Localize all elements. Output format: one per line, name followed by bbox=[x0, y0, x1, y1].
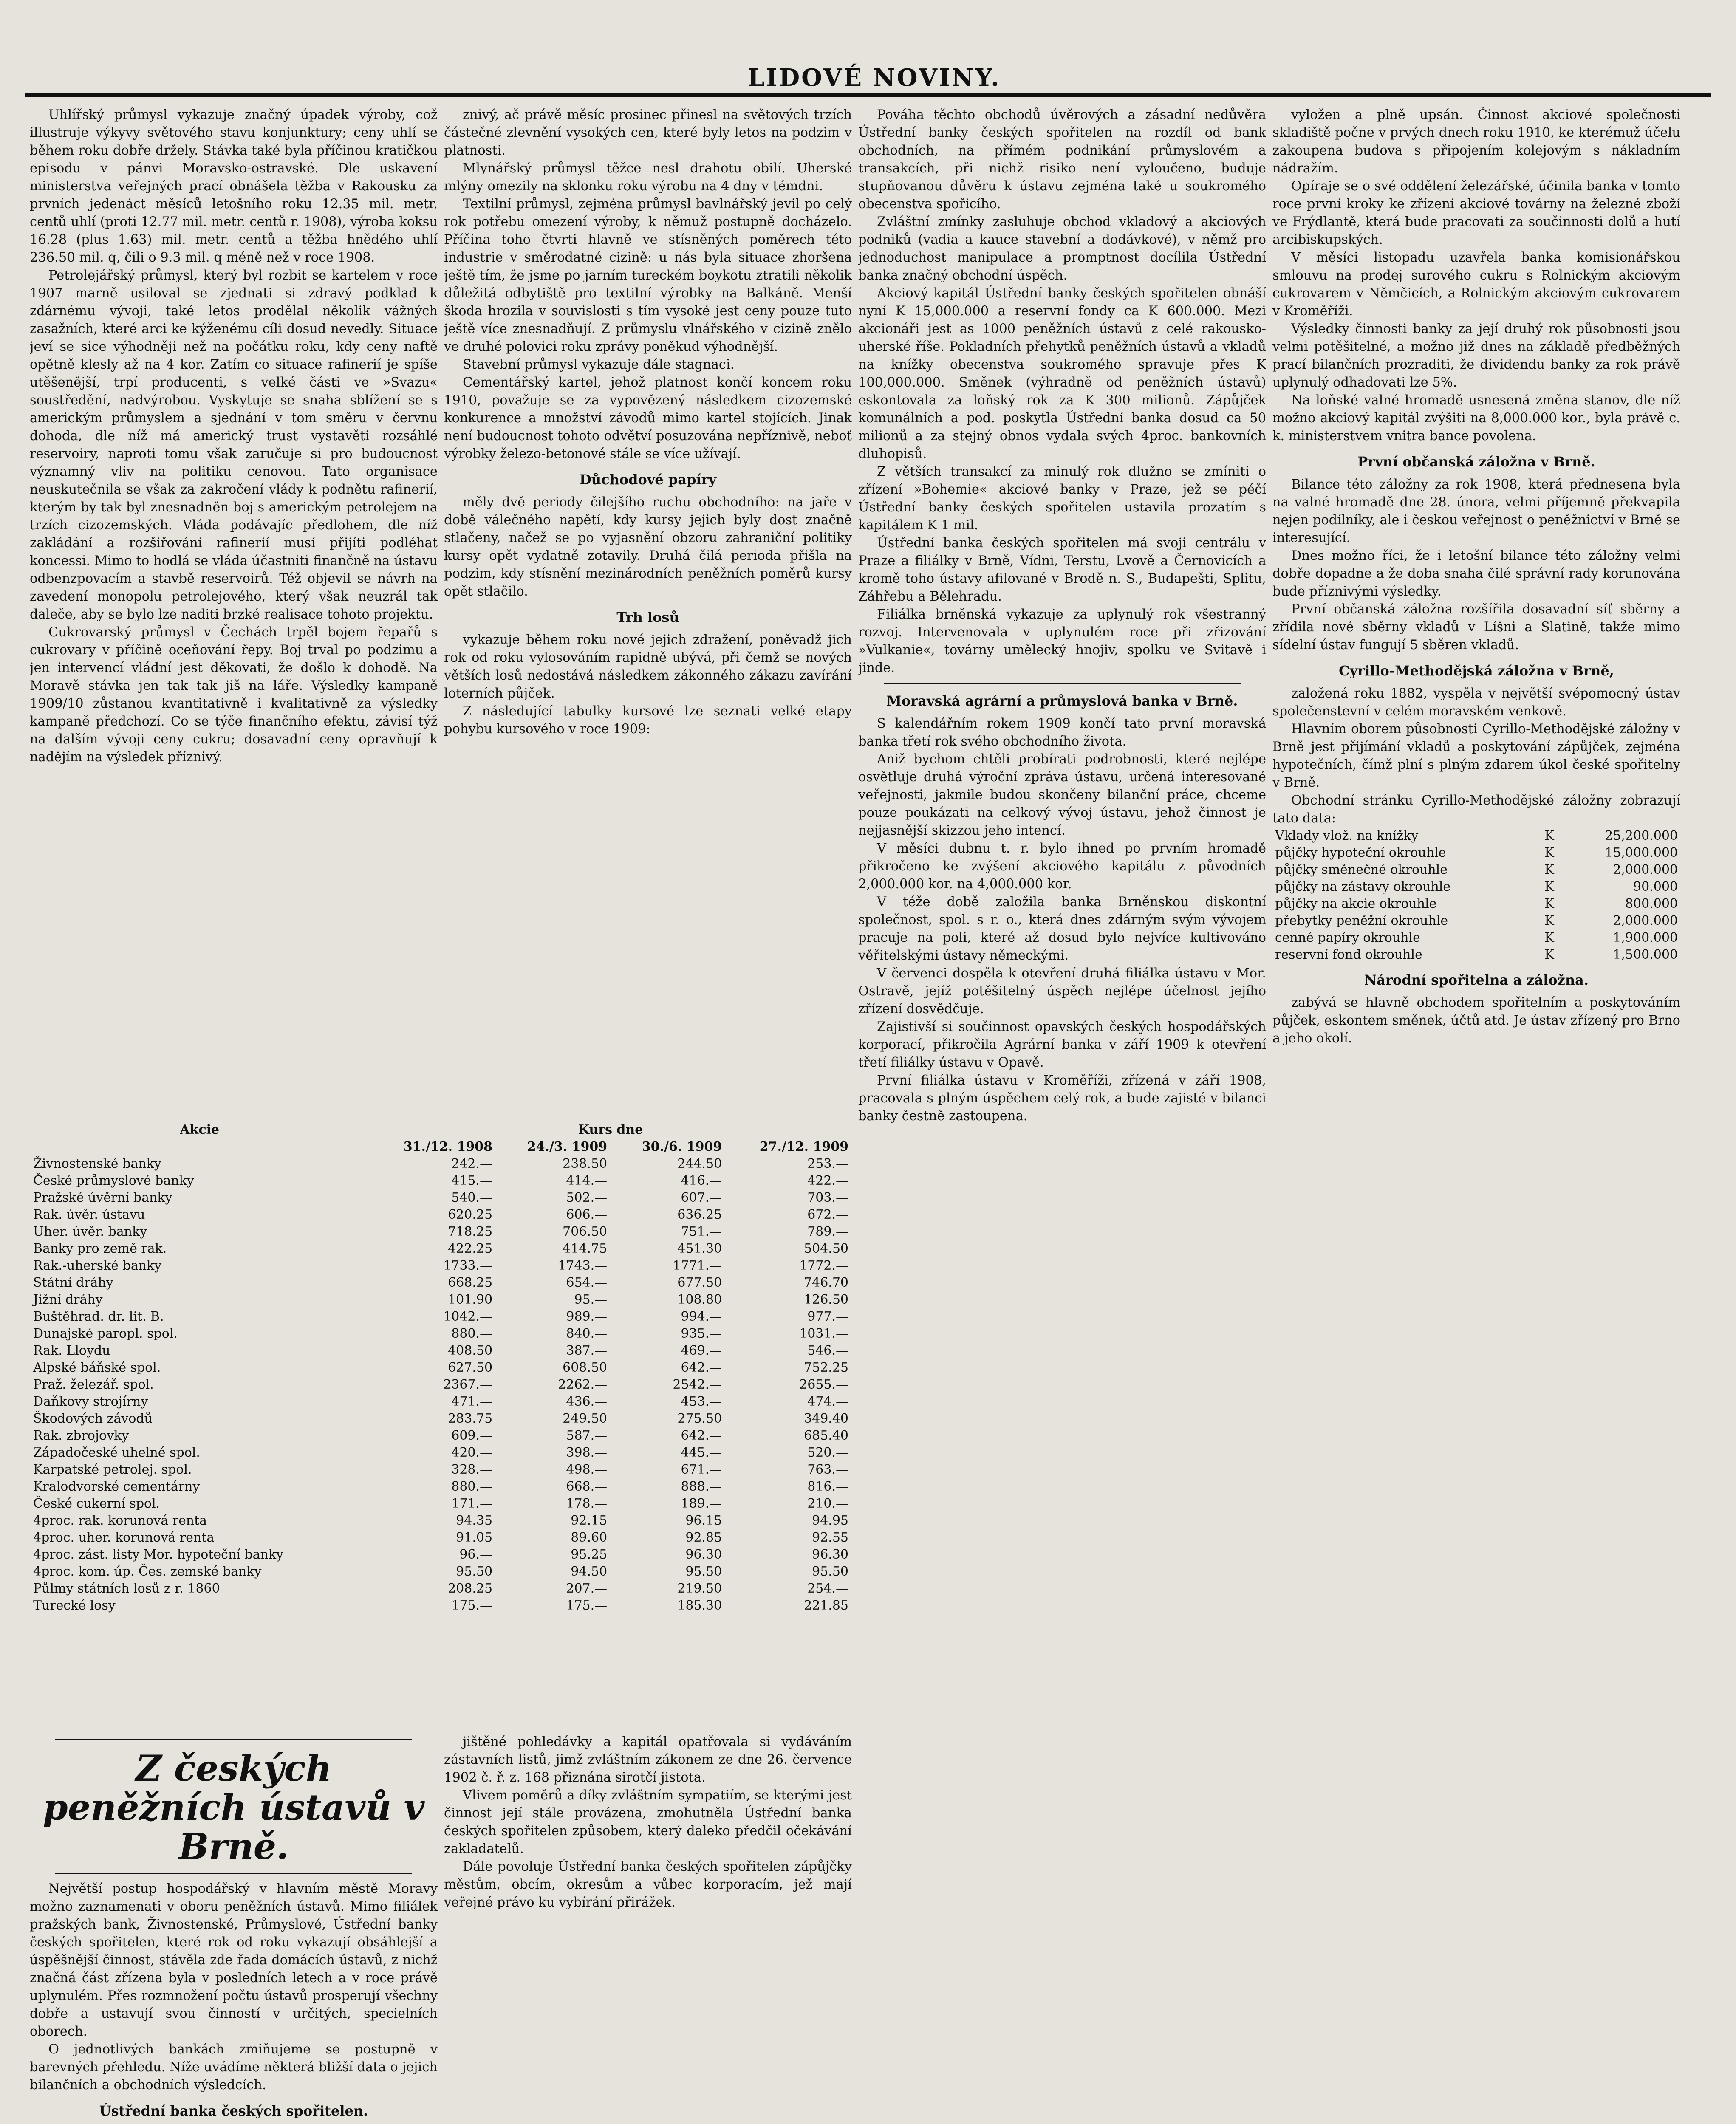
table-row bbox=[30, 1461, 852, 1478]
ledger-currency: K bbox=[1544, 913, 1554, 928]
article-paragraph: Uhlířský průmysl vykazuje značný úpadek výroby, což illustruje výkyvy světového stavu konjunktury; ceny uhlí se během roku dobře držely. Stávka také byla příčinou kratičkou episodu v pánvi Moravsko-ostravské. Dle uskavení ministerstva veřejných prací obnášela těžba v Rakousku za prvních jedenáct měsíců letošního roku 12.35 mil. metr. centů uhlí (proti 12.77 mil. metr. centů r. 1908), výroba koksu 16.28 (plus 1.63) mil. metr. centů a těžba hnědého uhlí 236.50 mil. q, čili o 9.3 mil. q méně než v roce 1908. bbox=[30, 107, 438, 265]
ledger-value: 2,000.000 bbox=[1613, 862, 1678, 877]
stock-value: 504.50 bbox=[804, 1241, 848, 1256]
article-paragraph: jištěné pohledávky a kapitál opatřovala si vydáváním zástavních listů, jimž zvláštním zákonem ze dne 26. července 1902 č. ř. z. 168 přiznána sirotčí jistota. bbox=[444, 1734, 852, 1785]
stock-value: 219.50 bbox=[677, 1581, 722, 1596]
article-paragraph: Aniž bychom chtěli probírati podrobnosti, které nejlépe osvětluje druhá výroční zpráva ústavu, určená interesované veřejnosti, jakmile budou skončeny bilanční práce, chceme pouze poukázati na celkový vývoj ústavu, jehož činnost je nejjasnější skizzou jeho intencí. bbox=[858, 752, 1266, 838]
section-heading: Moravská agrární a průmyslová banka v Brně. bbox=[886, 693, 1238, 709]
stock-name: Daňkovy strojírny bbox=[33, 1394, 148, 1409]
ledger-currency: K bbox=[1544, 896, 1554, 911]
stock-value: 816.— bbox=[807, 1479, 848, 1494]
stock-value: 677.50 bbox=[677, 1275, 722, 1290]
table-row bbox=[1272, 828, 1680, 845]
stock-head-name: Akcie bbox=[180, 1122, 220, 1137]
stock-value: 283.75 bbox=[448, 1411, 493, 1426]
table-row bbox=[30, 1495, 852, 1512]
stock-value: 2367.— bbox=[443, 1377, 493, 1392]
stock-value: 706.50 bbox=[563, 1224, 608, 1239]
section-heading: První občanská záložna v Brně. bbox=[1357, 454, 1595, 470]
article-paragraph: Pováha těchto obchodů úvěrových a zásadní nedůvěra Ústřední banky českých spořitelen na rozdíl od bank obchodních, na přímém podnikání průmyslovém a transakcích, při nichž risiko není vyloučeno, buduje stupňovanou důvěru k ústavu zejména také u soukromého obecenstva spořicího. bbox=[858, 107, 1266, 212]
stock-value: 414.75 bbox=[563, 1241, 608, 1256]
article-paragraph: zabývá se hlavně obchodem spořitelním a poskytováním půjček, eskontem směnek, účtů atd. Je ústav zřízený pro Brno a jeho okolí. bbox=[1272, 995, 1680, 1046]
stock-value: 349.40 bbox=[804, 1411, 848, 1426]
stock-name: Jižní dráhy bbox=[33, 1292, 103, 1307]
stock-value: 95.50 bbox=[685, 1564, 722, 1579]
table-row bbox=[30, 1478, 852, 1495]
stock-value: 95.25 bbox=[571, 1547, 608, 1562]
stock-value: 2542.— bbox=[673, 1377, 722, 1392]
stock-value: 989.— bbox=[566, 1309, 608, 1324]
column-1-lower bbox=[30, 1733, 438, 2124]
stock-value: 469.— bbox=[681, 1343, 722, 1358]
stock-name: Pražské úvěrní banky bbox=[33, 1190, 172, 1205]
stock-value: 608.50 bbox=[563, 1360, 608, 1375]
article-paragraph: znivý, ač právě měsíc prosinec přinesl na světových trzích částečné zlevnění vysokých cen, které byly letos na podzim v platnosti. bbox=[444, 107, 852, 158]
column-2 bbox=[444, 106, 852, 1113]
stock-value: 703.— bbox=[807, 1190, 848, 1205]
article-paragraph: Mlynářský průmysl těžce nesl drahotu obilí. Uherské mlýny omezily na sklonku roku výrobu na 4 dny v témdni. bbox=[444, 161, 852, 194]
ledger-value: 1,500.000 bbox=[1613, 947, 1678, 962]
stock-value: 763.— bbox=[807, 1462, 848, 1477]
stock-name: Státní dráhy bbox=[33, 1275, 113, 1290]
table-row bbox=[30, 1393, 852, 1410]
table-row bbox=[30, 1597, 852, 1614]
table-row bbox=[1272, 878, 1680, 895]
article-paragraph: Textilní průmysl, zejména průmysl bavlnářský jevil po celý rok potřebu omezení výroby, k němuž postupně docházelo. Příčina toho čtvrti hlavně ve stísněných poměrech této industrie v směrodatné cizině: u nás byla situace zhoršena ještě tím, že jsme po jarním tureckém boykotu ztratili několik důležitá odbytiště pro textilní výrobky na Balkáně. Menší škoda hrozila v souvislosti s tím vysoké jest ceny pouze tuto ještě více znesnadňují. Z průmyslu vlnářského v cizině znělo ve druhé polovici roku zprávy poněkud výhodnější. bbox=[444, 197, 852, 354]
article-paragraph: První filiálka ústavu v Kroměříži, zřízená v září 1908, pracovala s plným úspěchem celý rok, a bude zajisté v bilanci banky čestně zastoupena. bbox=[858, 1073, 1266, 1124]
article-paragraph: V měsíci listopadu uzavřela banka komisionářskou smlouvu na prodej surového cukru s Rolnickým akciovým cukrovarem v Němčicích, a Rolnickým akciovým cukrovarem v Kroměříži. bbox=[1272, 250, 1680, 319]
stock-value: 636.25 bbox=[677, 1207, 722, 1222]
stock-value: 208.25 bbox=[448, 1581, 493, 1596]
ledger-label: reservní fond okrouhle bbox=[1275, 947, 1422, 962]
article-paragraph: Dnes možno říci, že i letošní bilance této záložny velmi dobře dopadne a že doba snaha čilé správní rady korunována bude příznivými výsledky. bbox=[1272, 548, 1680, 599]
stock-value: 436.— bbox=[566, 1394, 608, 1409]
stock-value: 498.— bbox=[566, 1462, 608, 1477]
stock-name: Škodových závodů bbox=[33, 1411, 153, 1426]
ledger-currency: K bbox=[1544, 845, 1554, 860]
newspaper-title: LIDOVÉ NOVINY. bbox=[748, 64, 1001, 92]
stock-name: 4proc. rak. korunová renta bbox=[33, 1513, 207, 1528]
stock-value: 546.— bbox=[807, 1343, 848, 1358]
article-paragraph: Stavební průmysl vykazuje dále stagnaci. bbox=[463, 357, 735, 372]
stock-value: 1772.— bbox=[799, 1258, 848, 1273]
stock-value: 254.— bbox=[807, 1581, 848, 1596]
stock-value: 275.50 bbox=[677, 1411, 722, 1426]
section-heading: Národní spořitelna a záložna. bbox=[1364, 972, 1589, 988]
stock-value: 520.— bbox=[807, 1445, 848, 1460]
stock-value: 210.— bbox=[807, 1496, 848, 1511]
stock-name: Dunajské paropl. spol. bbox=[33, 1326, 178, 1341]
stock-value: 609.— bbox=[451, 1428, 493, 1443]
stock-value: 398.— bbox=[566, 1445, 608, 1460]
stock-value: 642.— bbox=[681, 1428, 722, 1443]
article-paragraph: Na loňské valné hromadě usnesená změna stanov, dle níž možno akciový kapitál zvýšiti na 8,000.000 kor., byla právě c. k. ministerstvem vnitra bance povolena. bbox=[1272, 393, 1680, 443]
stock-value: 175.— bbox=[566, 1598, 608, 1613]
stock-table bbox=[30, 1121, 852, 1614]
stock-value: 620.25 bbox=[448, 1207, 493, 1222]
masthead bbox=[25, 64, 1711, 97]
article-paragraph: Filiálka brněnská vykazuje za uplynulý rok všestranný rozvoj. Intervenovala v uplynulém roce při zřizování »Vulkanie«, továrny umělecký hnojiv, spolku ve Svitavě i jinde. bbox=[858, 607, 1266, 675]
stock-value: 92.55 bbox=[812, 1530, 848, 1545]
article-paragraph: založená roku 1882, vyspěla v největší svépomocný ústav společenstevní v celém moravském venkově. bbox=[1272, 686, 1680, 719]
table-row bbox=[30, 1580, 852, 1597]
ledger-label: půjčky na zástavy okrouhle bbox=[1275, 879, 1451, 894]
article-paragraph: Zajistivší si součinnost opavských českých hospodářských korporací, přikročila Agrární banka v září 1909 k otevření třetí filiálky ústavu v Opavě. bbox=[858, 1020, 1266, 1070]
table-row bbox=[30, 1172, 852, 1189]
column-2-lower bbox=[444, 1733, 852, 2124]
stock-value: 540.— bbox=[451, 1190, 493, 1205]
stock-value: 606.— bbox=[566, 1207, 608, 1222]
stock-value: 453.— bbox=[681, 1394, 722, 1409]
stock-name: Rak. Lloydu bbox=[33, 1343, 110, 1358]
stock-value: 244.50 bbox=[677, 1156, 722, 1171]
table-row bbox=[30, 1206, 852, 1223]
stock-value: 249.50 bbox=[563, 1411, 608, 1426]
stock-value: 420.— bbox=[451, 1445, 493, 1460]
stock-value: 789.— bbox=[807, 1224, 848, 1239]
table-row bbox=[30, 1325, 852, 1342]
table-row bbox=[30, 1376, 852, 1393]
table-row bbox=[30, 1189, 852, 1206]
table-row bbox=[30, 1291, 852, 1308]
stock-value: 96.— bbox=[459, 1547, 493, 1562]
article-paragraph: O jednotlivých bankách zmiňujeme se postupně v barevných přehledu. Níže uvádíme některá bližší data o jejich bilančních a obchodních výsledcích. bbox=[30, 2042, 438, 2093]
stock-value: 502.— bbox=[566, 1190, 608, 1205]
stock-name: Živnostenské banky bbox=[33, 1156, 161, 1171]
stock-value: 94.35 bbox=[456, 1513, 493, 1528]
stock-value: 888.— bbox=[681, 1479, 722, 1494]
stock-name: 4proc. zást. listy Mor. hypoteční banky bbox=[33, 1547, 283, 1562]
table-row bbox=[30, 1359, 852, 1376]
stock-value: 95.50 bbox=[456, 1564, 493, 1579]
ledger-value: 15,000.000 bbox=[1605, 845, 1678, 860]
article-paragraph: Zvláštní zmínky zasluhuje obchod vkladový a akciových podniků (vadia a kauce stavební a dodávkové), v němž pro jednoduchost manipulace a promptnost docílila Ústřední banka značný obchodní úspěch. bbox=[858, 215, 1266, 283]
stock-value: 95.50 bbox=[812, 1564, 848, 1579]
table-row bbox=[1272, 946, 1680, 963]
section-heading: Důchodové papíry bbox=[579, 472, 716, 488]
stock-value: 408.50 bbox=[448, 1343, 493, 1358]
stock-value: 416.— bbox=[681, 1173, 722, 1188]
headline: Z českých peněžních ústavů v Brně. bbox=[42, 1747, 425, 1867]
stock-value: 451.30 bbox=[677, 1241, 722, 1256]
stock-name: České cukerní spol. bbox=[33, 1496, 160, 1511]
stock-value: 221.85 bbox=[804, 1598, 848, 1613]
stock-value: 746.70 bbox=[804, 1275, 848, 1290]
stock-value: 415.— bbox=[451, 1173, 493, 1188]
stock-value: 101.90 bbox=[448, 1292, 493, 1307]
stock-name: Západočeské uhelné spol. bbox=[33, 1445, 200, 1460]
stock-value: 91.05 bbox=[456, 1530, 493, 1545]
stock-value: 718.25 bbox=[448, 1224, 493, 1239]
ledger-value: 800.000 bbox=[1625, 896, 1678, 911]
stock-name: Praž. železář. spol. bbox=[33, 1377, 154, 1392]
table-row bbox=[1272, 845, 1680, 861]
table-row bbox=[1272, 912, 1680, 929]
ledger-currency: K bbox=[1544, 828, 1554, 843]
ledger-label: Vklady vlož. na knížky bbox=[1275, 828, 1419, 843]
stock-value: 685.40 bbox=[804, 1428, 848, 1443]
article-paragraph: Cementářský kartel, jehož platnost končí koncem roku 1910, považuje se za vypovězený následkem cizozemské konkurence a množství závodů mimo kartel stojících. Jinak není budoucnost tohoto odvětví posuzována nepříznivě, neboť výrobky železo-betonové stále se více užívají. bbox=[444, 375, 852, 461]
stock-value: 189.— bbox=[681, 1496, 722, 1511]
stock-value: 175.— bbox=[451, 1598, 493, 1613]
stock-name: Kralodvorské cementárny bbox=[33, 1479, 200, 1494]
stock-value: 445.— bbox=[681, 1445, 722, 1460]
table-row bbox=[1272, 895, 1680, 912]
stock-value: 1031.— bbox=[799, 1326, 848, 1341]
stock-head-kurs: Kurs dne bbox=[578, 1122, 643, 1137]
ledger-label: cenné papíry okrouhle bbox=[1275, 930, 1420, 945]
date-header: 30./6. 1909 bbox=[642, 1139, 722, 1154]
ledger-label: půjčky na akcie okrouhle bbox=[1275, 896, 1437, 911]
article-paragraph: První občanská záložna rozšířila dosavadní síť sběrny a zřídila nové sběrny vkladů v Líšni a Slatině, takže mimo sídelní ústav fungují 5 sběren vkladů. bbox=[1272, 602, 1680, 652]
table-row bbox=[30, 1257, 852, 1274]
article-paragraph: vykazuje během roku nové jejich zdražení, poněvadž jich rok od roku vylosováním rapidně ubývá, při čemž se nových větších losů nedostává následkem zákonného zákazu zavírání loterních půjček. bbox=[444, 633, 852, 701]
column-3 bbox=[858, 106, 1266, 2124]
stock-name: Buštěhrad. dr. lit. B. bbox=[33, 1309, 164, 1324]
stock-value: 238.50 bbox=[563, 1156, 608, 1171]
article-paragraph: Výsledky činnosti banky za její druhý rok působnosti jsou velmi potěšitelné, a možno již dnes na základě předběžných prací bilančních prozraditi, že dividendu banky za rok právě uplynulý odhadovati lze 5%. bbox=[1272, 322, 1680, 390]
ledger-label: půjčky směnečné okrouhle bbox=[1275, 862, 1448, 877]
article-paragraph: Obchodní stránku Cyrillo-Methodějské záložny zobrazují tato data: bbox=[1272, 793, 1680, 826]
ledger-table bbox=[1272, 828, 1680, 963]
stock-value: 96.30 bbox=[812, 1547, 848, 1562]
stock-name: Banky pro země rak. bbox=[33, 1241, 167, 1256]
stock-value: 671.— bbox=[681, 1462, 722, 1477]
stock-value: 752.25 bbox=[804, 1360, 848, 1375]
section-heading: Trh losů bbox=[616, 609, 679, 625]
stock-name: Rak.-uherské banky bbox=[33, 1258, 162, 1273]
table-row bbox=[30, 1240, 852, 1257]
article-paragraph: Bilance této záložny za rok 1908, která přednesena byla na valné hromadě dne 28. února, velmi příjemně překvapila nejen podílníky, ale i českou veřejnost o peněžnictví v Brně se interesující. bbox=[1272, 477, 1680, 545]
ledger-currency: K bbox=[1544, 947, 1554, 962]
article-paragraph: Z následující tabulky kursové lze seznati velké etapy pohybu kursového v roce 1909: bbox=[444, 704, 852, 737]
stock-name: Uher. úvěr. banky bbox=[33, 1224, 147, 1239]
stock-value: 253.— bbox=[807, 1156, 848, 1171]
article-paragraph: Dále povoluje Ústřední banka českých spořitelen zápůjčky městům, obcím, okresům a vůbec korporacím, jež mají veřejné právo ku vybírání přirážek. bbox=[444, 1859, 852, 1910]
ledger-value: 25,200.000 bbox=[1605, 828, 1678, 843]
stock-name: České průmyslové banky bbox=[33, 1173, 194, 1188]
ledger-currency: K bbox=[1544, 879, 1554, 894]
stock-value: 108.80 bbox=[677, 1292, 722, 1307]
table-row bbox=[30, 1155, 852, 1172]
table-row bbox=[30, 1342, 852, 1359]
stock-name: Turecké losy bbox=[33, 1598, 116, 1613]
table-row bbox=[30, 1308, 852, 1325]
stock-value: 751.— bbox=[681, 1224, 722, 1239]
date-header: 27./12. 1909 bbox=[759, 1139, 848, 1154]
divider bbox=[55, 1739, 412, 1740]
stock-value: 474.— bbox=[807, 1394, 848, 1409]
stock-value: 207.— bbox=[566, 1581, 608, 1596]
stock-value: 607.— bbox=[681, 1190, 722, 1205]
date-header: 31./12. 1908 bbox=[403, 1139, 493, 1154]
stock-name: Karpatské petrolej. spol. bbox=[33, 1462, 192, 1477]
stock-value: 668.25 bbox=[448, 1275, 493, 1290]
stock-value: 328.— bbox=[451, 1462, 493, 1477]
stock-value: 185.30 bbox=[677, 1598, 722, 1613]
table-row bbox=[1272, 861, 1680, 878]
stock-value: 126.50 bbox=[804, 1292, 848, 1307]
stock-value: 89.60 bbox=[571, 1530, 608, 1545]
stock-value: 880.— bbox=[451, 1326, 493, 1341]
stock-value: 92.85 bbox=[685, 1530, 722, 1545]
table-row bbox=[30, 1529, 852, 1546]
ledger-value: 2,000.000 bbox=[1613, 913, 1678, 928]
stock-value: 95.— bbox=[574, 1292, 608, 1307]
stock-value: 2655.— bbox=[799, 1377, 848, 1392]
article-paragraph: Hlavním oborem působnosti Cyrillo-Methodějské záložny v Brně jest přijímání vkladů a poskytování zápůjček, zejména hypotečních, čímž plní s plným zdarem úkol české spořitelny v Brně. bbox=[1272, 722, 1680, 790]
stock-value: 994.— bbox=[681, 1309, 722, 1324]
stock-value: 96.15 bbox=[685, 1513, 722, 1528]
article-paragraph: Cukrovarský průmysl v Čechách trpěl bojem řepařů s cukrovary v příčině oceňování řepy. Boj trval po podzimu a jen intervencí vládní jest děkovati, že došlo k dohodě. Na Moravě stávka jen tak tak jiš na láře. Výsledky kampaně 1909/10 zůstanou kvantitativně i kvalitativně za výsledky kampaně předchozí. Co se týče finančního efektu, závisí týž na dalším vývoji ceny cukru; dosavadní ceny opravňují k nadějím na výsledek příznivý. bbox=[30, 625, 438, 765]
article-paragraph: Z větších transakcí za minulý rok dlužno se zmíniti o zřízení »Bohemie« akciové banky v Praze, jež se péčí Ústřední banky českých spořitelen ustavila prozatím s kapitálem K 1 mil. bbox=[858, 464, 1266, 533]
ledger-label: přebytky peněžní okrouhle bbox=[1275, 913, 1448, 928]
stock-name: Alpské báňské spol. bbox=[33, 1360, 161, 1375]
article-paragraph: Ústřední banka českých spořitelen má svoji centrálu v Praze a filiálky v Brně, Vídni, Terstu, Lvově a Černovicích a kromě toho ústavy afilované v Brodě n. S., Budapešti, Splitu, Záhřebu a Bělehradu. bbox=[858, 536, 1266, 604]
stock-name: Rak. zbrojovky bbox=[33, 1428, 129, 1443]
stock-name: Půlmy státních losů z r. 1860 bbox=[33, 1581, 220, 1596]
stock-value: 2262.— bbox=[558, 1377, 608, 1392]
article-paragraph: vyložen a plně upsán. Činnost akciové společnosti skladiště počne v prvých dnech roku 1910, ke kterémuž účelu zakoupena budova s připojením kolejovým s nákladním nádražím. bbox=[1272, 107, 1680, 176]
divider bbox=[884, 683, 1241, 684]
ledger-currency: K bbox=[1544, 862, 1554, 877]
article-paragraph: měly dvě periody čilejšího ruchu obchodního: na jaře v době válečného napětí, kdy kursy jejich byly dost značně stlačeny, načež se po vyjasnění obzoru zahraniční politiky kursy opět vydatně zotavily. Druhá čilá perioda přišla na podzim, kdy stísnění mezinárodních peněžních poměrů kursy opět stlačilo. bbox=[444, 495, 852, 599]
stock-value: 178.— bbox=[566, 1496, 608, 1511]
stock-value: 471.— bbox=[451, 1394, 493, 1409]
stock-value: 1042.— bbox=[443, 1309, 493, 1324]
stock-value: 880.— bbox=[451, 1479, 493, 1494]
table-row bbox=[30, 1512, 852, 1529]
stock-value: 587.— bbox=[566, 1428, 608, 1443]
divider bbox=[55, 1873, 412, 1874]
stock-value: 92.15 bbox=[571, 1513, 608, 1528]
stock-value: 654.— bbox=[566, 1275, 608, 1290]
table-row bbox=[30, 1274, 852, 1291]
stock-value: 642.— bbox=[681, 1360, 722, 1375]
stock-value: 935.— bbox=[681, 1326, 722, 1341]
ledger-label: půjčky hypoteční okrouhle bbox=[1275, 845, 1446, 860]
article-paragraph: V červenci dospěla k otevření druhá filiálka ústavu v Mor. Ostravě, jejíž potěšitelný úspěch nejlépe účelnost jejího zřízení dosvědčuje. bbox=[858, 966, 1266, 1017]
stock-value: 627.50 bbox=[448, 1360, 493, 1375]
column-1 bbox=[30, 106, 438, 1113]
article-paragraph: S kalendářním rokem 1909 končí tato první moravská banka třetí rok svého obchodního života. bbox=[858, 716, 1266, 749]
stock-value: 414.— bbox=[566, 1173, 608, 1188]
column-4 bbox=[1272, 106, 1680, 2124]
stock-value: 1733.— bbox=[443, 1258, 493, 1273]
stock-value: 1771.— bbox=[673, 1258, 722, 1273]
stock-value: 422.— bbox=[807, 1173, 848, 1188]
stock-value: 242.— bbox=[451, 1156, 493, 1171]
article-paragraph: Největší postup hospodářský v hlavním městě Moravy možno zaznamenati v oboru peněžních ústavů. Mimo filiálek pražských bank, Živnostenské, Průmyslové, Ústřední banky českých spořitelen, které rok od roku vykazují obsáhlejší a úspěšnější činnost, stávěla zde řada domácích ústavů, z nichž značná část zřízena byla v posledních letech a v roce právě uplynulém. Přes rozmnožení počtu ústavů prosperují všechny dobře a ustavují svou činností v určitých, specielních oborech. bbox=[30, 1881, 438, 2039]
article-paragraph: V téže době založila banka Brněnskou diskontní společnost, spol. s r. o., která dnes zdárným svým vývojem pracuje na poli, které až dosud bylo nejvíce kultivováno věřitelskými ústavy německými. bbox=[858, 895, 1266, 963]
stock-name: 4proc. uher. korunová renta bbox=[33, 1530, 215, 1545]
ledger-currency: K bbox=[1544, 930, 1554, 945]
stock-value: 171.— bbox=[451, 1496, 493, 1511]
ledger-value: 1,900.000 bbox=[1613, 930, 1678, 945]
table-row bbox=[30, 1563, 852, 1580]
ledger-value: 90.000 bbox=[1633, 879, 1678, 894]
article-paragraph: Petrolejářský průmysl, který byl rozbit se kartelem v roce 1907 marně usiloval se zjednati si zdravý podklad k zdárnému vývoji, také letos prodělal několik vážných zasažních, které arci ke kýženému cíli dosud nevedly. Situace jeví se sice výhodněji než na počátku roku, kdy ceny naftě opětně klesly až na 4 kor. Zatím co situace rafinerií je spíše utěšenější, trpí producenti, s velké části ve »Svazu« soustředění, nadvýrobou. Vyskytuje se snaha sblížení se s americkým průmyslem a sjednání v tom směru v červnu dohoda, dle níž má americký trust vystavěti rozsáhlé reservoiry, naproti tomu však zaručuje si pro budoucnost významný vliv na politiku cenovou. Tato organisace neuskutečnila se však za zakročení vlády k podnětu rafinerií, kterým by tak byl znesnadněn boj s americkým petrolejem na trzích cizozemských. Vláda podávajíc předlohem, dle níž zakládání a rozšiřování rafinerií musí přijíti podléhat koncessi. Mimo to hodlá se vláda účastniti finančně na ústavu odbenzpovacím a stavbě reservoirů. Též objevil se návrh na zavedení monopolu petrolejového, který však neuzrál tak daleče, aby se bylo lze naditi brzké realisace tohoto projektu. bbox=[30, 268, 438, 622]
stock-name: Rak. úvěr. ústavu bbox=[33, 1207, 145, 1222]
table-row bbox=[1272, 929, 1680, 946]
article-paragraph: Vlivem poměrů a díky zvláštním sympatiím, se kterými jest činnost její stále provázena, zmohutněla Ústřední banka českých spořitelen způsobem, který daleko předčil očekávání zakladatelů. bbox=[444, 1788, 852, 1856]
stock-value: 672.— bbox=[807, 1207, 848, 1222]
stock-value: 422.25 bbox=[448, 1241, 493, 1256]
article-paragraph: V měsíci dubnu t. r. bylo ihned po prvním hromadě přikročeno ke zvýšení akciového kapitálu z původních 2,000.000 kor. na 4,000.000 kor. bbox=[858, 841, 1266, 892]
table-row bbox=[30, 1410, 852, 1427]
stock-value: 387.— bbox=[566, 1343, 608, 1358]
date-header: 24./3. 1909 bbox=[527, 1139, 608, 1154]
stock-value: 94.95 bbox=[812, 1513, 848, 1528]
section-heading: Cyrillo-Methodějská záložna v Brně, bbox=[1339, 663, 1614, 679]
stock-value: 94.50 bbox=[571, 1564, 608, 1579]
table-row bbox=[30, 1223, 852, 1240]
table-row bbox=[30, 1427, 852, 1444]
section-heading: Ústřední banka českých spořitelen. bbox=[99, 2103, 368, 2119]
stock-value: 668.— bbox=[566, 1479, 608, 1494]
table-row bbox=[30, 1546, 852, 1563]
article-paragraph: Opíraje se o své oddělení železářské, účinila banka v tomto roce první kroky ke zřízení akciové továrny na železné zboží ve Frýdlantě, která bude pracovati za součinnosti dolů a hutí arcibiskupských. bbox=[1272, 179, 1680, 247]
stock-value: 96.30 bbox=[685, 1547, 722, 1562]
table-row bbox=[30, 1444, 852, 1461]
stock-name: 4proc. kom. úp. Čes. zemské banky bbox=[33, 1564, 262, 1579]
article-paragraph: Akciový kapitál Ústřední banky českých spořitelen obnáší nyní K 15,000.000 a reservní fondy ca K 600.000. Mezi akcionáři jest as 1000 peněžních ústavů z celé rakousko-uherské říše. Pokladních přehytků peněžních ústavů a vkladů na knížky obecenstva soukromého spravuje přes K 100,000.000. Směnek (výhradně od peněžních ústavů) eskontovala za loňský rok za K 300 milionů. Zápůjček komunálních a pod. poskytla Ústřední banka dosud ca 50 milionů a za stejný obnos vydala svých 4proc. bankovních dluhopisů. bbox=[858, 286, 1266, 461]
stock-value: 1743.— bbox=[558, 1258, 608, 1273]
stock-value: 977.— bbox=[807, 1309, 848, 1324]
stock-value: 840.— bbox=[566, 1326, 608, 1341]
